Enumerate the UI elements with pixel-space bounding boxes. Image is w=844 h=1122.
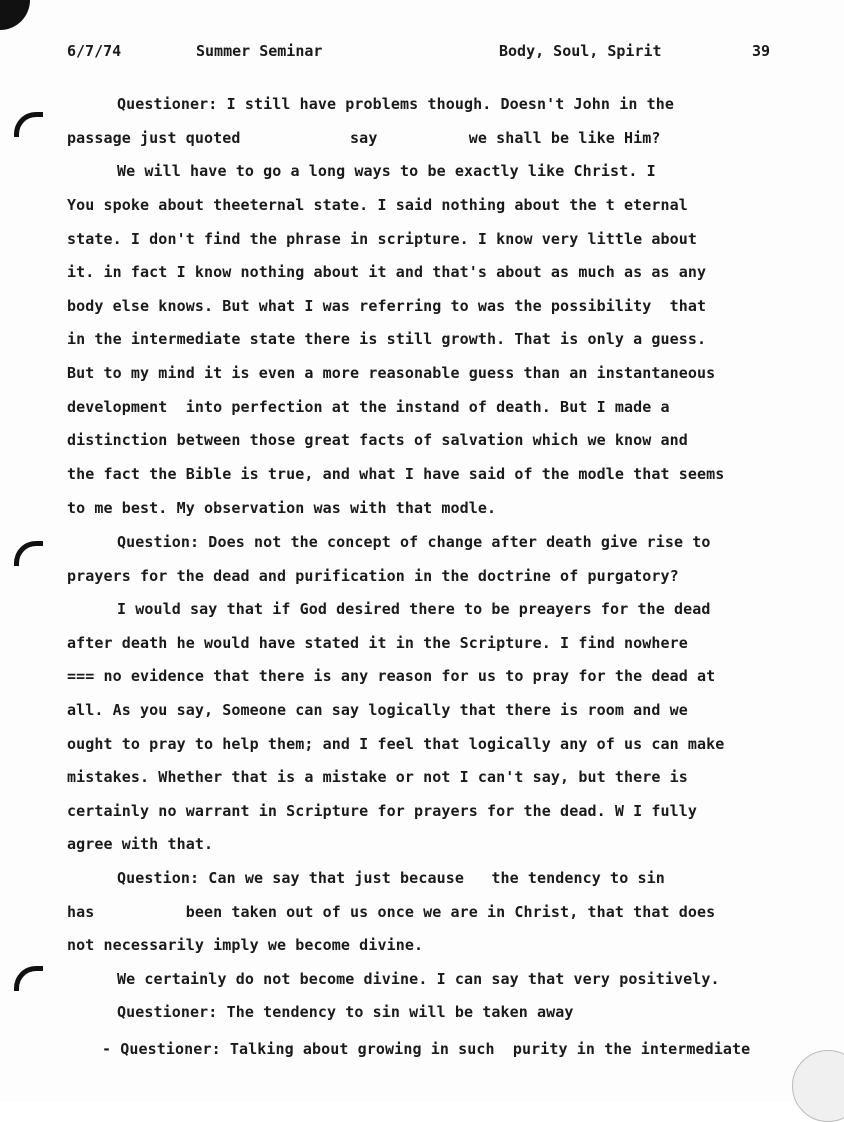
text-line: certainly no warrant in Scripture for prayers for the dead. W I fully — [67, 802, 698, 820]
text-line: mistakes. Whether that is a mistake or not I can't say, but there is — [67, 768, 688, 786]
text-line: Questioner: The tendency to sin will be taken away — [117, 1003, 574, 1021]
text-line: You spoke about theeternal state. I said nothing about the t eternal — [67, 196, 688, 214]
text-line: not necessarily imply we become divine. — [67, 936, 424, 954]
text-line: === no evidence that there is any reason for us to pray for the dead at — [67, 667, 716, 685]
text-line: agree with that. — [67, 835, 214, 853]
text-line: distinction between those great facts of salvation which we know and — [67, 431, 688, 449]
text-line: body else knows. But what I was referring to was the possibility that — [67, 297, 707, 315]
text-line: has been taken out of us once we are in Christ, that that does — [67, 903, 716, 921]
header-page-number: 39 — [752, 42, 771, 60]
text-line: Questioner: I still have problems though. Doesn't John in the — [117, 95, 674, 113]
header-title: Body, Soul, Spirit — [499, 42, 662, 60]
text-line: state. I don't find the phrase in scripture. I know very little about — [67, 230, 698, 248]
text-line: We certainly do not become divine. I can say that very positively. — [117, 970, 720, 988]
text-line: all. As you say, Someone can say logically that there is room and we — [67, 701, 688, 719]
text-line: it. in fact I know nothing about it and that's about as much as as any — [67, 263, 707, 281]
header-seminar: Summer Seminar — [196, 42, 323, 60]
text-line: passage just quoted say we shall be like Him? — [67, 129, 661, 147]
text-line: Question: Can we say that just because the tendency to sin — [117, 869, 665, 887]
text-line: in the intermediate state there is still growth. That is only a guess. — [67, 330, 707, 348]
text-line: development into perfection at the instand of death. But I made a — [67, 398, 670, 416]
text-line: We will have to go a long ways to be exactly like Christ. I — [117, 162, 656, 180]
text-line: prayers for the dead and purification in the doctrine of purgatory? — [67, 567, 679, 585]
text-line: to me best. My observation was with that modle. — [67, 499, 497, 517]
text-line: I would say that if God desired there to be preayers for the dead — [117, 600, 711, 618]
text-line: ought to pray to help them; and I feel that logically any of us can make — [67, 735, 725, 753]
text-line: the fact the Bible is true, and what I have said of the modle that seems — [67, 465, 725, 483]
header-date: 6/7/74 — [67, 42, 122, 60]
text-line: But to my mind it is even a more reasonable guess than an instantaneous — [67, 364, 716, 382]
text-line: Question: Does not the concept of change after death give rise to — [117, 533, 711, 551]
text-line: - Questioner: Talking about growing in such purity in the intermediate — [102, 1040, 751, 1058]
text-line: after death he would have stated it in the Scripture. I find nowhere — [67, 634, 688, 652]
